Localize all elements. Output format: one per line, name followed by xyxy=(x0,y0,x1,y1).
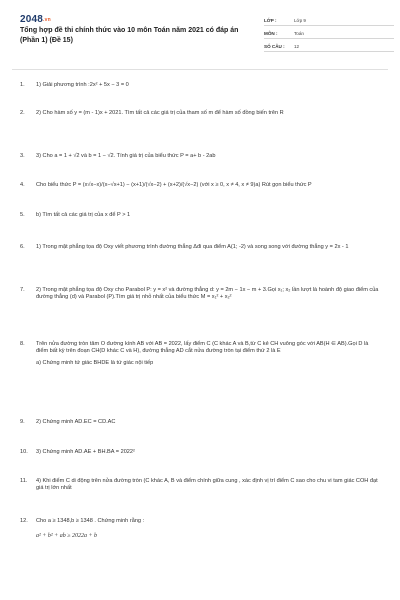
question-number: 8. xyxy=(20,341,25,347)
question-number: 9. xyxy=(20,419,25,425)
question-formula: a² + b² + ab ≥ 2022a + b xyxy=(36,533,98,540)
meta-subject xyxy=(264,28,394,39)
logo-text: 2048 xyxy=(20,14,44,25)
meta-value: 12 xyxy=(294,43,300,49)
question-10 xyxy=(20,449,380,456)
logo-suffix: .vn xyxy=(43,17,51,23)
question-number: 10. xyxy=(20,449,28,455)
meta-label: SỐ CÂU : xyxy=(264,43,285,49)
question-subpart: a) Chứng minh tứ giác BHDE là tứ giác nội tiếp xyxy=(36,359,154,366)
meta-panel xyxy=(264,15,394,54)
meta-label: LỚP : xyxy=(264,17,277,23)
question-number: 7. xyxy=(20,287,25,293)
page-title: Tổng hợp đề thi chính thức vào 10 môn Toán năm 2021 có đáp án (Phần 1) (Đề 15) xyxy=(20,27,239,44)
header xyxy=(12,12,388,60)
question-12 xyxy=(20,518,380,541)
question-text: 2) Chứng minh AD.EC = CD.AC xyxy=(36,419,116,425)
question-text: 2) Cho hàm số y = (m - 1)x + 2021. Tìm tất cả các giá trị của tham số m để hàm số đồng biến trên R xyxy=(36,110,284,116)
meta-value: Toán xyxy=(294,30,304,36)
question-text: 3) Cho a = 1 + √2 và b = 1 − √2. Tính giá trị của biểu thức P = a+ b - 2ab xyxy=(36,153,216,159)
header-divider xyxy=(12,69,388,70)
meta-label: MÔN : xyxy=(264,30,278,36)
question-text: Trên nửa đường tròn tâm O đường kính AB với AB = 2022, lấy điểm C (C khác A và B,từ C kẻ CH vuông góc với AB(H ∈ AB).Gọi D là điểm bất kỳ trên đoạn CH(D khác C và H), đường thẳng AD cắt nửa đường tròn tại điểm thứ 2 là E xyxy=(36,341,369,355)
question-text: 1) Giải phương trình :2x² + 5x − 3 = 0 xyxy=(36,82,129,88)
meta-question-count xyxy=(264,41,394,52)
question-text: 3) Chứng minh AD.AE + BH.BA = 2022² xyxy=(36,449,135,455)
question-number: 1. xyxy=(20,82,25,88)
question-number: 3. xyxy=(20,153,25,159)
question-text: b) Tìm tất cả các giá trị của x để P > 1 xyxy=(36,212,131,218)
question-3 xyxy=(20,153,380,160)
meta-class xyxy=(264,15,394,26)
question-text: Cho biểu thức P = (x√x−x)/(x−√x+1) − (x+1)/(√x−2) + (x+2)/(√x−2) (với x ≥ 0, x ≠ 4, x ≠ 9)a) Rút gọn biểu thức P xyxy=(36,182,312,188)
question-1 xyxy=(20,82,380,89)
question-text: 4) Khi điểm C di động trên nửa đường tròn (C khác A, B và điểm chính giữa cung , xác định vị trí điểm C sao cho chu vi tam giác COH đạt giá trị lớn nhất xyxy=(36,478,378,492)
question-number: 12. xyxy=(20,518,28,524)
question-6 xyxy=(20,244,380,251)
question-7 xyxy=(20,287,380,302)
logo[interactable] xyxy=(20,14,51,25)
question-number: 6. xyxy=(20,244,25,250)
question-number: 2. xyxy=(20,110,25,116)
question-number: 5. xyxy=(20,212,25,218)
question-number: 11. xyxy=(20,478,28,484)
question-text: Cho a ≥ 1348,b ≥ 1348 . Chứng minh rằng : xyxy=(36,518,145,524)
question-number: 4. xyxy=(20,182,25,188)
meta-value: Lớp 9 xyxy=(294,17,306,23)
question-11 xyxy=(20,478,380,493)
question-9 xyxy=(20,419,380,426)
question-5 xyxy=(20,212,380,219)
question-2 xyxy=(20,110,380,117)
question-4 xyxy=(20,182,380,189)
question-text: 2) Trong mặt phẳng tọa độ Oxy cho Parabol P: y = x² và đường thẳng d: y = 2m − 1x − m + 3.Gọi x₁; x₂ lần lượt là hoành độ giao điểm của đường thẳng (d) và Parabol (P).Tìm giá trị nhỏ nhất của biểu thức M = x₁² + x₂² xyxy=(36,287,379,301)
question-text: 1) Trong mặt phẳng tọa độ Oxy viết phương trình đường thẳng Δđi qua điểm A(1; -2) và song song với đường thẳng y = 2x - 1 xyxy=(36,244,349,250)
question-8 xyxy=(20,341,380,367)
